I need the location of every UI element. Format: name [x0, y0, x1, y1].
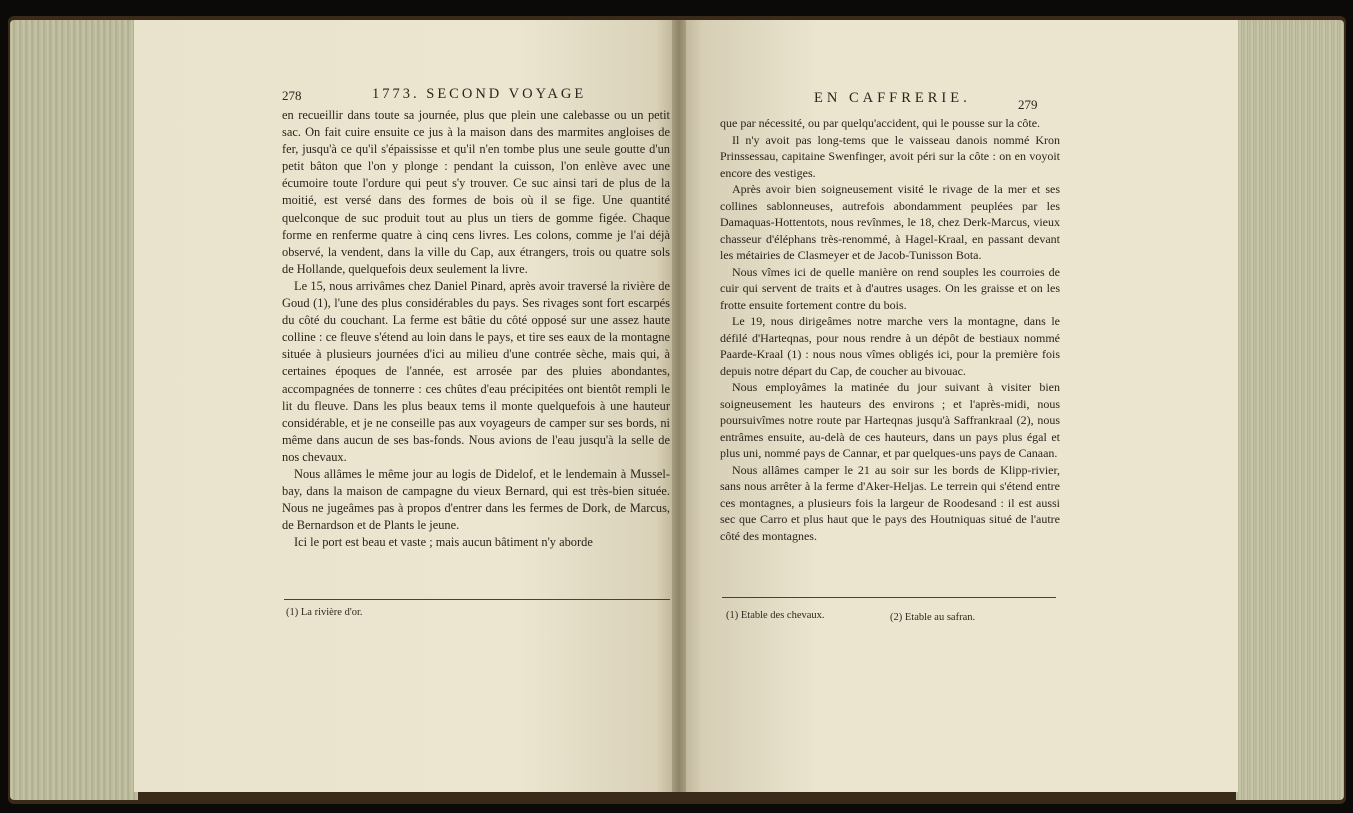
right-paragraph-4: Nous vîmes ici de quelle manière on rend souples les courroies de cuir qui servent de traits et à d'autres usages. On les graisse et on les frotte ensuite fortement contre du bois.	[720, 264, 1060, 312]
left-page-number: 278	[282, 88, 302, 103]
right-paragraph-6: Nous employâmes la matinée du jour suivant à visiter bien soigneusement les hauteurs des environs ; et l'après-midi, nous poursuivîmes notre route par Harteqnas jusqu'à Saffrankraal (2), nous entrâmes ensuite, au-delà de ces hauteurs, dans un pays plus égal et plus uni, nommé pays de Cannar, et par quelques-uns pays de Canaan.	[720, 380, 1060, 460]
right-running-head: EN CAFFRERIE.	[814, 90, 971, 106]
right-footnote-2: (2) Etable au safran.	[890, 612, 976, 623]
left-footnote: (1) La rivière d'or.	[286, 607, 363, 618]
left-footnote-rule	[284, 599, 670, 600]
right-footnote-rule	[722, 597, 1056, 598]
right-paragraph-3: Après avoir bien soigneusement visité le rivage de la mer et ses collines sablonneuses, autrefois abondamment peuplées par les Damaquas-Hottentots, nous revînmes, le 18, chez Derk-Marcus, vieux chasseur d'éléphans très-renommé, à Hagel-Kraal, en passant devant les métairies de Clasmeyer et de Jacob-Tunisson Bota.	[720, 182, 1060, 262]
left-paragraph-3: Nous allâmes le même jour au logis de Didelof, et le lendemain à Mussel-bay, dans la maison de campagne du vieux Bernard, qui est très-bien située. Nous ne jugeâmes pas à propos d'entrer dans les fermes de Dork, de Marcus, de Bernardson et de Plants le jeune.	[282, 466, 670, 533]
left-paragraph-1: en recueillir dans toute sa journée, plus que plein une calebasse ou un petit sac. On fait cuire ensuite ce jus à la maison dans des marmites angloises de fer, jusqu'à ce qu'il s'épaississe et qu'il n'en tombe plus une seule goutte d'un petit bâton que l'on y plonge : pendant la cuisson, l'on enlève avec une écumoire toute l'ordure qui peut s'y trouver. Ce suc ainsi tari de plus de la moitié, est versé dans des formes de bois où il se fige. Une quantité quelconque de suc produit tout au plus un tiers de gomme figée. Chaque forme en renferme quatre à cinq cens livres. Les colons, comme je l'ai déjà observé, la vendent, dans la ville du Cap, aux étrangers, trois ou quatre sols de Hollande, quelquefois deux seulement la livre.	[282, 108, 670, 276]
left-paragraph-4: Ici le port est beau et vaste ; mais aucun bâtiment n'y aborde	[294, 535, 593, 550]
right-paragraph-5: Le 19, nous dirigeâmes notre marche vers la montagne, dans le défilé d'Harteqnas, pour nous rendre à un dépôt de bestiaux nommé Paarde-Kraal (1) : nous nous vîmes obligés ici, pour la première fois depuis notre départ du Cap, de coucher au bivouac.	[720, 314, 1060, 378]
left-page-body	[282, 107, 670, 551]
right-paragraph-2: Il n'y avoit pas long-tems que le vaisseau danois nommé Kron Prinssessau, capitaine Swenfinger, avoit péri sur la côte : on en voyoit encore des vestiges.	[720, 132, 1060, 180]
right-footnote-1: (1) Etable des chevaux.	[726, 610, 825, 621]
left-page-edges	[10, 20, 138, 800]
book-gutter	[672, 20, 686, 792]
left-running-head: 1773. SECOND VOYAGE	[372, 86, 587, 102]
right-paragraph-7: Nous allâmes camper le 21 au soir sur les bords de Klipp-rivier, sans nous arrêter à la ferme d'Aker-Heljas. Le terrein qui s'étend entre ces montagnes, a plusieurs fois la largeur de Roodesand : il est aussi sec que Carro et plus haut que le pays des Houtniquas situé de l'autre côté des montagnes.	[720, 462, 1060, 543]
right-page-body	[720, 115, 1060, 544]
left-paragraph-2: Le 15, nous arrivâmes chez Daniel Pinard, après avoir traversé la rivière de Goud (1), l'une des plus considérables du pays. Ses rivages sont fort escarpés du côté du couchant. La ferme est bâtie du côté opposé sur une assez haute colline : ce fleuve s'étend au loin dans le pays, et tire ses eaux de la montagne située à plusieurs journées d'ici au milieu d'une contrée sèche, mais qui, à certaines époques de l'année, est arrosée par des pluies abondantes, accompagnées de tonnerre : ces chûtes d'eau précipitées ont bientôt rempli le lit du fleuve. Dans les plus beaux tems il monte quelquefois à une hauteur considérable, et je ne conseille pas aux voyageurs de camper sur ses bords, ni même dans aucun de ses bas-fonds. Nous avions de l'eau jusqu'à la selle de nos chevaux.	[282, 278, 670, 464]
right-paragraph-1: que par nécessité, ou par quelqu'accident, qui le pousse sur la côte.	[720, 116, 1041, 130]
right-page-edges	[1236, 20, 1344, 800]
right-page-number: 279	[1018, 97, 1038, 112]
